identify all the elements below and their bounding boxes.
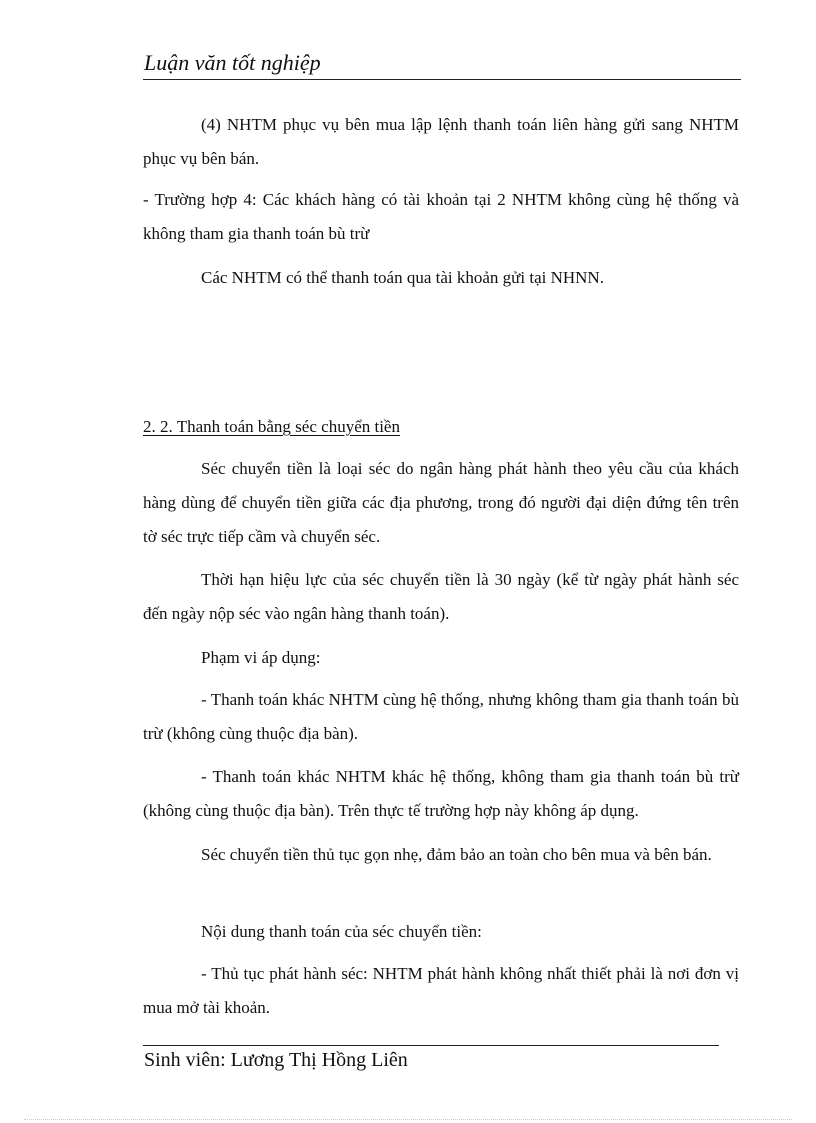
page-header-title: Luận văn tốt nghiệp (144, 50, 321, 75)
paragraph-payment-content-title: Nội dung thanh toán của séc chuyển tiền: (201, 922, 482, 941)
paragraph-case-4: - Trường hợp 4: Các khách hàng có tài khoản tại 2 NHTM không cùng hệ thống và không tham gia thanh toán bù trừ (143, 190, 739, 243)
paragraph-cheque-definition: Séc chuyển tiền là loại séc do ngân hàng phát hành theo yêu cầu của khách hàng dùng để chuyển tiền giữa các địa phương, trong đó người đại diện đứng tên trên tờ séc trực tiếp cầm và chuyển séc. (143, 459, 739, 546)
section-heading (143, 410, 739, 444)
section-heading-text: 2. 2. Thanh toán bằng séc chuyển tiền (143, 417, 400, 436)
header-divider (143, 79, 741, 80)
paragraph-cheque-benefits: Séc chuyển tiền thủ tục gọn nhẹ, đảm bảo an toàn cho bên mua và bên bán. (201, 845, 712, 864)
paragraph-scope-item-1: - Thanh toán khác NHTM cùng hệ thống, nhưng không tham gia thanh toán bù trừ (không cùng thuộc địa bàn). (143, 690, 739, 743)
page-bottom-border (24, 1119, 792, 1120)
paragraph-validity-period: Thời hạn hiệu lực của séc chuyển tiền là 30 ngày (kể từ ngày phát hành séc đến ngày nộp séc vào ngân hàng thanh toán). (143, 570, 739, 623)
paragraph-nhnn-payment: Các NHTM có thể thanh toán qua tài khoản gửi tại NHNN. (201, 268, 604, 287)
paragraph-scope-title: Phạm vi áp dụng: (201, 648, 321, 667)
paragraph-issuance-procedure: - Thủ tục phát hành séc: NHTM phát hành không nhất thiết phải là nơi đơn vị mua mở tài khoản. (143, 964, 739, 1017)
paragraph-scope-item-2: - Thanh toán khác NHTM khác hệ thống, không tham gia thanh toán bù trừ (không cùng thuộc địa bàn). Trên thực tế trường hợp này không áp dụng. (143, 767, 739, 820)
footer-student-name: Sinh viên: Lương Thị Hồng Liên (144, 1049, 408, 1071)
paragraph-step-4: (4) NHTM phục vụ bên mua lập lệnh thanh toán liên hàng gửi sang NHTM phục vụ bên bán. (143, 115, 739, 168)
